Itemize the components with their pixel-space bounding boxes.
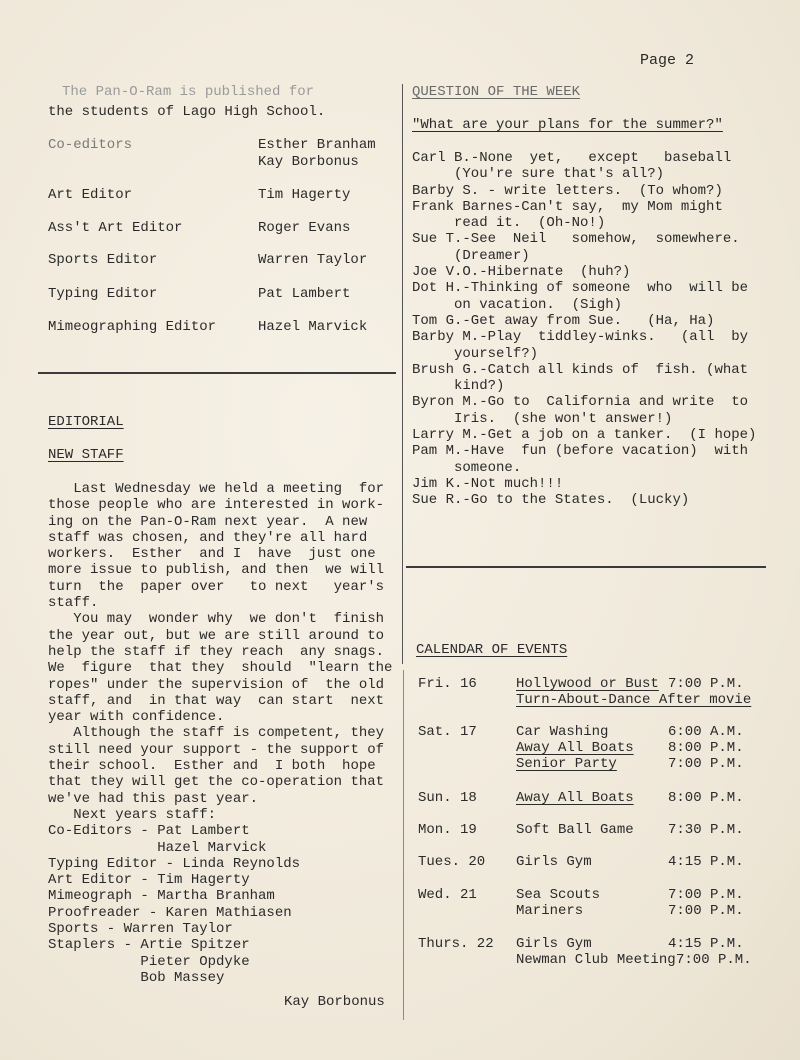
calendar-time: 6:00 A.M.	[668, 724, 744, 740]
answer-line: Carl B.-None yet, except baseball	[412, 150, 732, 166]
answer-line: on vacation. (Sigh)	[412, 296, 623, 313]
calendar-day: Fri. 16	[418, 676, 477, 692]
calendar-time: 8:00 P.M.	[668, 790, 744, 806]
editorial-line: staff, and in that way can start next	[48, 692, 385, 709]
editorial-line: their school. Esther and I both hope	[48, 758, 376, 775]
editorial-line: more issue to publish, and then we will	[48, 562, 385, 579]
answer-line: yourself?)	[412, 345, 539, 362]
answer-line: Dot H.-Thinking of someone who will be	[412, 280, 749, 297]
answer-line: Barby M.-Play tiddley-winks. (all by	[412, 329, 749, 346]
calendar-time: 7:00 P.M.	[676, 952, 752, 968]
editorial-subheading: NEW STAFF	[48, 447, 124, 463]
editorial-line: staff was chosen, and they're all hard	[48, 529, 368, 546]
editorial-line: turn the paper over to next year's	[48, 578, 385, 595]
masthead-line1: The Pan-O-Ram is published for	[62, 84, 315, 100]
staff-role: Typing Editor	[48, 286, 158, 302]
editorial-line: we've had this past year.	[48, 790, 259, 807]
editorial-line: workers. Esther and I have just one	[48, 546, 376, 563]
editorial-signature: Kay Borbonus	[284, 994, 385, 1010]
answer-line: (You're sure that's all?)	[412, 166, 665, 183]
answer-line: Sue R.-Go to the States. (Lucky)	[412, 492, 690, 509]
editorial-line: Pieter Opdyke	[48, 953, 250, 970]
staff-role: Sports Editor	[48, 252, 158, 268]
calendar-event: Soft Ball Game	[516, 822, 634, 838]
editorial-line: year with confidence.	[48, 709, 225, 726]
calendar-time: 7:00 P.M.	[668, 756, 744, 772]
answer-line: someone.	[412, 459, 522, 476]
answer-line: kind?)	[412, 378, 505, 395]
editorial-body	[48, 481, 392, 986]
calendar-time: 4:15 P.M.	[668, 854, 744, 870]
answer-line: Barby S. - write letters. (To whom?)	[412, 182, 723, 199]
answer-line: Jim K.-Not much!!!	[412, 475, 564, 492]
masthead-line2: the students of Lago High School.	[48, 104, 326, 120]
editorial-line: Co-Editors - Pat Lambert	[48, 823, 250, 840]
staff-role: Ass't Art Editor	[48, 220, 183, 236]
calendar-time: 7:00 P.M.	[668, 903, 744, 919]
editorial-heading: EDITORIAL	[48, 414, 124, 430]
calendar-event: Girls Gym	[516, 936, 592, 952]
editorial-line: Hazel Marvick	[48, 839, 267, 856]
calendar-event: Girls Gym	[516, 854, 592, 870]
calendar-event: Hollywood or Bust	[516, 676, 659, 692]
editorial-line: We figure that they should "learn the	[48, 660, 393, 677]
section-divider	[38, 372, 396, 374]
page-number: Page 2	[640, 52, 695, 69]
calendar-day: Tues. 20	[418, 854, 486, 870]
staff-name: Roger Evans	[258, 220, 351, 236]
calendar-event: Mariners	[516, 903, 584, 919]
calendar-event: Senior Party	[516, 756, 617, 772]
calendar-time: 8:00 P.M.	[668, 740, 744, 756]
editorial-line: Art Editor - Tim Hagerty	[48, 872, 250, 889]
answer-line: Tom G.-Get away from Sue. (Ha, Ha)	[412, 312, 715, 329]
staff-name: Warren Taylor	[258, 252, 368, 268]
staff-role: Mimeographing Editor	[48, 319, 217, 335]
section-divider	[406, 566, 766, 568]
column-divider	[402, 84, 403, 664]
answer-line: Pam M.-Have fun (before vacation) with	[412, 443, 749, 460]
editorial-line: ropes" under the supervision of the old	[48, 676, 385, 693]
calendar-event: Away All Boats	[516, 790, 634, 806]
question-heading: QUESTION OF THE WEEK	[412, 84, 581, 100]
calendar-day: Mon. 19	[418, 822, 477, 838]
answer-line: Byron M.-Go to California and write to	[412, 394, 749, 411]
answer-line: Larry M.-Get a job on a tanker. (I hope)	[412, 427, 757, 444]
editorial-line: Typing Editor - Linda Reynolds	[48, 855, 301, 872]
calendar-day: Sat. 17	[418, 724, 477, 740]
question-prompt: "What are your plans for the summer?"	[412, 117, 723, 133]
staff-name: Tim Hagerty	[258, 187, 351, 203]
answer-line: read it. (Oh-No!)	[412, 215, 606, 232]
answer-line: Brush G.-Catch all kinds of fish. (what	[412, 361, 749, 378]
editorial-line: Mimeograph - Martha Branham	[48, 888, 275, 905]
calendar-day: Sun. 18	[418, 790, 477, 806]
calendar-time: 7:00 P.M.	[668, 676, 744, 692]
editorial-line: Proofreader - Karen Mathiasen	[48, 904, 292, 921]
answer-line: Frank Barnes-Can't say, my Mom might	[412, 198, 723, 215]
editorial-line: those people who are interested in work-	[48, 497, 385, 514]
staff-role: Co-editors	[48, 137, 133, 153]
staff-role: Art Editor	[48, 187, 133, 203]
staff-name: Kay Borbonus	[258, 154, 359, 170]
editorial-line: ing on the Pan-O-Ram next year. A new	[48, 513, 368, 530]
editorial-line: that they will get the co-operation that	[48, 774, 385, 791]
calendar-event: Car Washing	[516, 724, 609, 740]
editorial-line: Although the staff is competent, they	[48, 725, 385, 742]
answer-line: Joe V.O.-Hibernate (huh?)	[412, 264, 631, 281]
editorial-line: still need your support - the support of	[48, 741, 385, 758]
staff-name: Hazel Marvick	[258, 319, 368, 335]
answer-line: (Dreamer)	[412, 247, 530, 264]
calendar-day: Thurs. 22	[418, 936, 494, 952]
editorial-line: Bob Massey	[48, 969, 225, 986]
calendar-time: 7:30 P.M.	[668, 822, 744, 838]
editorial-line: help the staff if they reach any snags.	[48, 643, 385, 660]
editorial-line: Sports - Warren Taylor	[48, 921, 233, 938]
editorial-line: staff.	[48, 595, 99, 612]
staff-name: Pat Lambert	[258, 286, 351, 302]
calendar-event: Away All Boats	[516, 740, 634, 756]
calendar-event: Sea Scouts	[516, 887, 601, 903]
answer-line: Iris. (she won't answer!)	[412, 410, 673, 427]
calendar-event: Turn-About-Dance After movie	[516, 692, 752, 708]
editorial-line: Next years staff:	[48, 806, 217, 823]
calendar-heading: CALENDAR OF EVENTS	[416, 642, 568, 658]
editorial-line: Staplers - Artie Spitzer	[48, 937, 250, 954]
editorial-line: Last Wednesday we held a meeting for	[48, 481, 385, 497]
staff-name: Esther Branham	[258, 137, 376, 153]
editorial-line: the year out, but we are still around to	[48, 627, 385, 644]
calendar-event: Newman Club Meeting	[516, 952, 676, 968]
column-divider	[403, 670, 404, 1020]
calendar-day: Wed. 21	[418, 887, 477, 903]
calendar-time: 4:15 P.M.	[668, 936, 744, 952]
calendar-time: 7:00 P.M.	[668, 887, 744, 903]
question-answers	[412, 150, 756, 509]
answer-line: Sue T.-See Neil somehow, somewhere.	[412, 231, 740, 248]
editorial-line: You may wonder why we don't finish	[48, 611, 385, 628]
